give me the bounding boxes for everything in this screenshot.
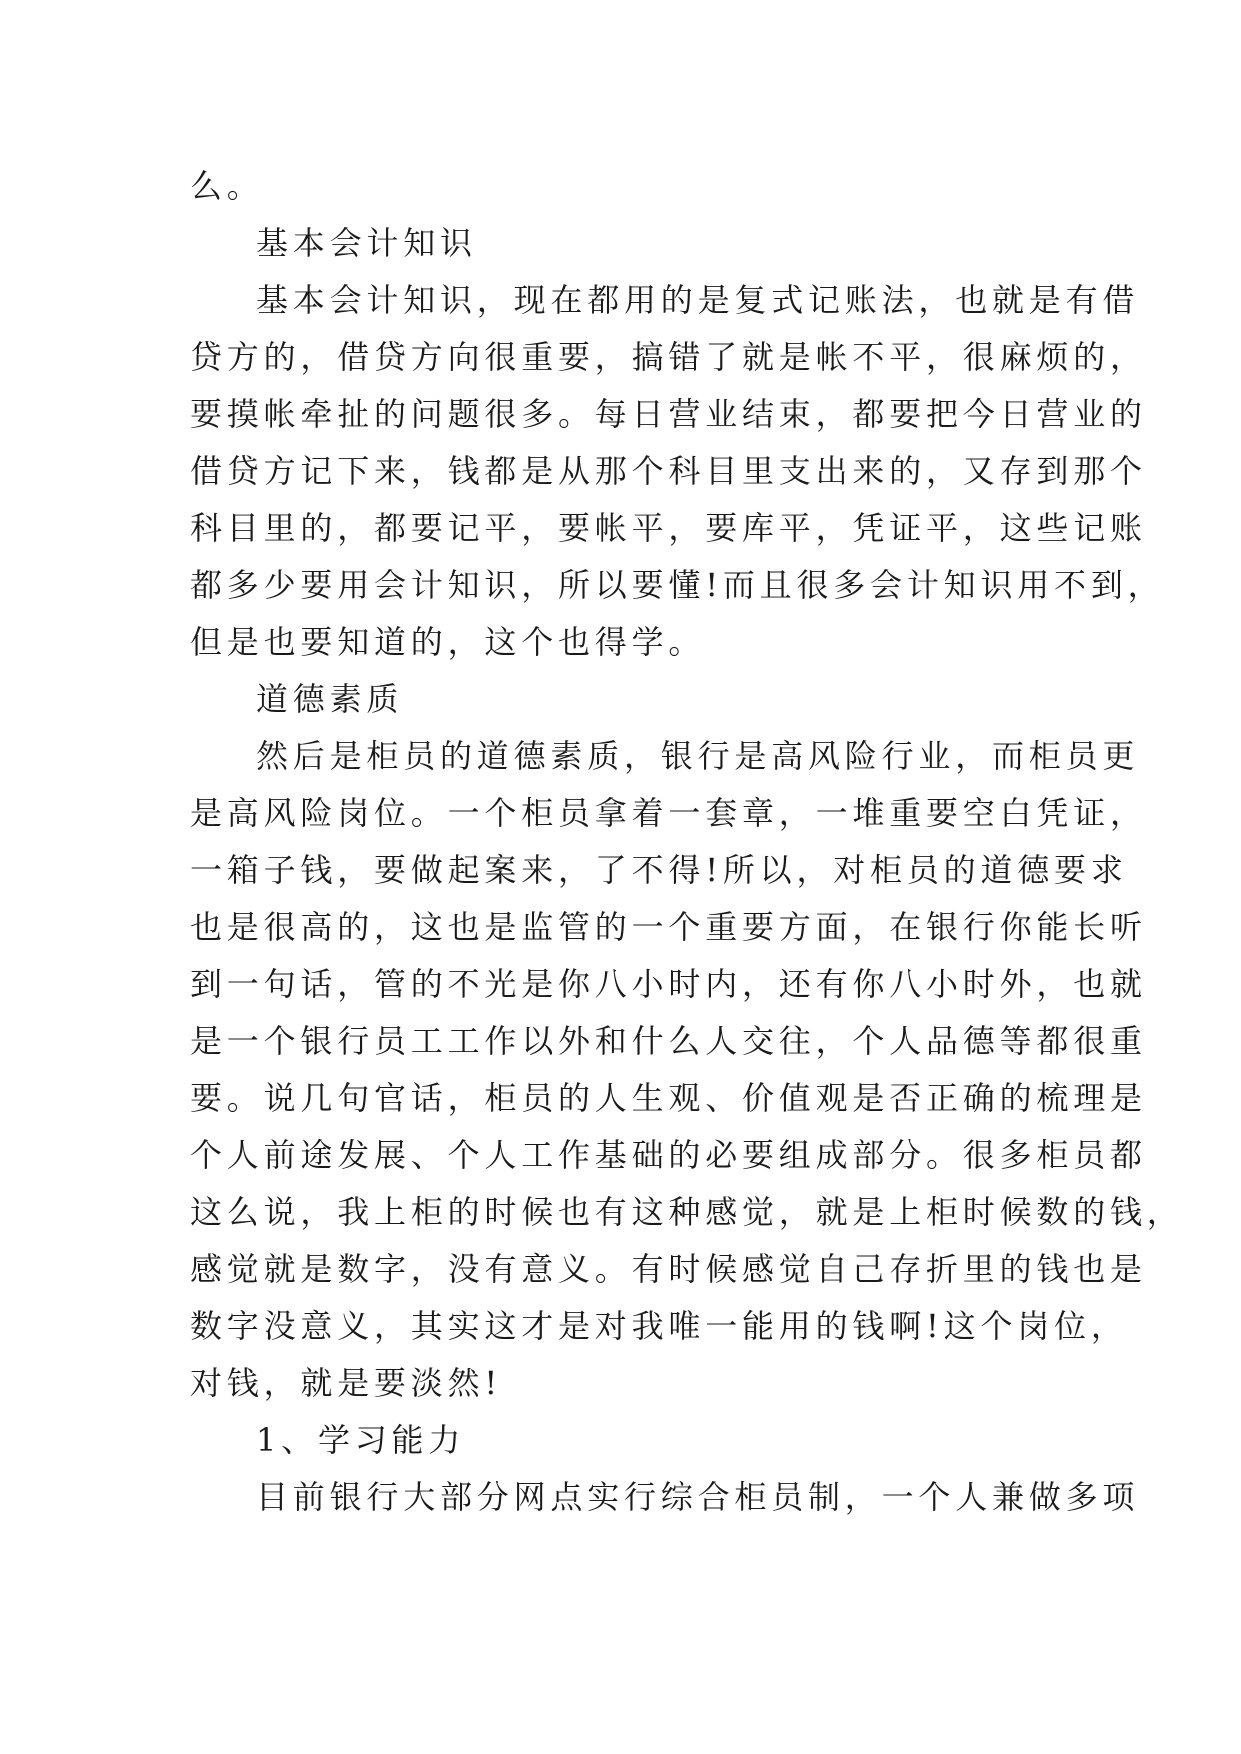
text-line: 科目里的，都要记平，要帐平，要库平，凭证平，这些记账 [190,509,1147,547]
text-line: 到一句话，管的不光是你八小时内，还有你八小时外，也就 [190,965,1147,1003]
text-line: 感觉就是数字，没有意义。有时候感觉自己存折里的钱也是 [190,1250,1147,1288]
text-line: 要摸帐牵扯的问题很多。每日营业结束，都要把今日营业的 [190,395,1147,433]
text-line: 数字没意义，其实这才是对我唯一能用的钱啊!这个岗位， [190,1307,1128,1345]
section-heading-learning: 1、学习能力 [256,1421,466,1459]
text-line: 是高风险岗位。一个柜员拿着一套章，一堆重要空白凭证， [190,794,1147,832]
section-heading-accounting: 基本会计知识 [256,224,477,262]
text-line: 借贷方记下来，钱都是从那个科目里支出来的，又存到那个 [190,452,1147,490]
text-line: 一箱子钱，要做起案来，了不得!所以，对柜员的道德要求 [190,851,1128,889]
text-line: 但是也要知道的，这个也得学。 [190,623,706,661]
text-line: 目前银行大部分网点实行综合柜员制，一个人兼做多项 [256,1478,1140,1516]
text-line: 么。 [190,167,264,205]
text-line: 都多少要用会计知识，所以要懂!而且很多会计知识用不到， [190,566,1165,604]
text-line: 也是很高的，这也是监管的一个重要方面，在银行你能长听 [190,908,1147,946]
document-body [190,158,1184,1526]
text-line: 然后是柜员的道德素质，银行是高风险行业，而柜员更 [256,737,1140,775]
text-line: 对钱，就是要淡然! [190,1364,503,1402]
text-line: 贷方的，借贷方向很重要，搞错了就是帐不平，很麻烦的， [190,338,1147,376]
section-heading-ethics: 道德素质 [256,680,404,718]
text-line: 是一个银行员工工作以外和什么人交往，个人品德等都很重 [190,1022,1147,1060]
text-line: 要。说几句官话，柜员的人生观、价值观是否正确的梳理是 [190,1079,1147,1117]
text-line: 基本会计知识，现在都用的是复式记账法，也就是有借 [256,281,1140,319]
text-line: 个人前途发展、个人工作基础的必要组成部分。很多柜员都 [190,1136,1147,1174]
text-line: 这么说，我上柜的时候也有这种感觉，就是上柜时候数的钱， [190,1193,1184,1231]
